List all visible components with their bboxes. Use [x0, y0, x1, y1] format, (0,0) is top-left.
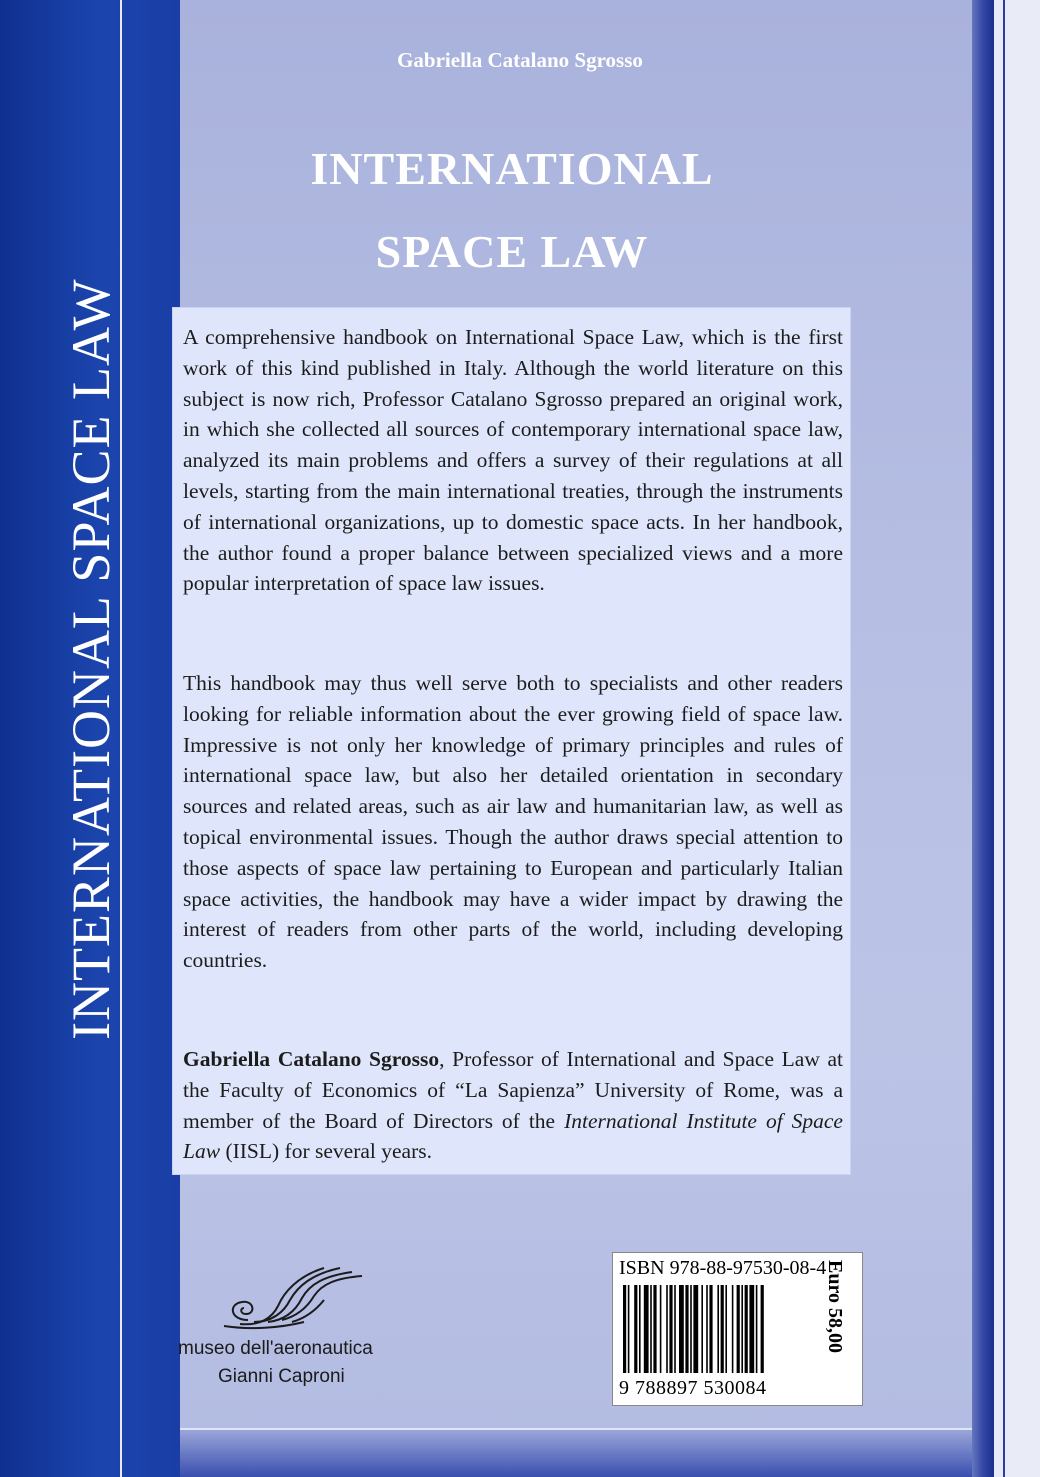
barcode-bar [725, 1285, 727, 1373]
blurb-paragraph-2: This handbook may thus well serve both to specialists and other readers looking for reliable information about the ever growing field of space law. Impressive is not only her knowledge of primary principles and rules of international space law, but also her detailed orientation in secondary sources and related areas, such as air law and humanitarian law, as well as topical environmental issues. Though the author draws special attention to those aspects of space law pertaining to European and particularly Italian space activities, the handbook may have a wider impact by drawing the interest of readers from other parts of the world, including developing countries. [183, 671, 843, 973]
barcode-bar [756, 1285, 758, 1373]
barcode-bar [745, 1285, 748, 1373]
barcode-bar [628, 1285, 630, 1373]
bio-text-1: , Professor of International and Space Law at the Faculty of Economics of “La Sapienza” University of Rome, was a member of the Board of Directors of the [183, 1047, 843, 1133]
barcode-bar [669, 1285, 672, 1373]
barcode-digits: 9 788897 530084 [619, 1377, 767, 1399]
publisher-name-line-1: museo dell'aeronautica [178, 1338, 373, 1359]
barcode-bar [706, 1285, 708, 1373]
barcode-bar [653, 1285, 656, 1373]
barcode-bar [634, 1285, 637, 1373]
price-label [816, 1260, 856, 1400]
barcode-bar [701, 1285, 703, 1373]
price-text: Euro 58,00 [824, 1260, 846, 1353]
author-bio [183, 1044, 843, 1167]
barcode [621, 1285, 821, 1377]
right-edge-band [972, 0, 994, 1477]
barcode-bar [761, 1285, 764, 1373]
barcode-bar [749, 1285, 754, 1373]
book-title-line-1: INTERNATIONAL [310, 143, 714, 194]
barcode-bar [685, 1285, 688, 1373]
bio-author-name: Gabriella Catalano Sgrosso [183, 1047, 440, 1071]
bio-institute-name: International Institute of Space Law [183, 1108, 843, 1164]
barcode-bar [721, 1285, 724, 1373]
author-name: Gabriella Catalano Sgrosso [397, 48, 643, 72]
barcode-bar [717, 1285, 719, 1373]
barcode-bar [666, 1285, 668, 1373]
blurb-paragraph-1: A comprehensive handbook on International Space Law, which is the first work of this kind published in Italy. Although the world literature on this subject is now rich, Professor Catalano Sgrosso prepared an original work, in which she collected all sources of contemporary international space law, analyzed its main problems and offers a survey of their regulations at all levels, starting from the main international treaties, through the instruments of international organizations, up to domestic space acts. In her handbook, the author found a proper balance between specialized views and a more popular interpretation of space law issues. [183, 325, 843, 596]
barcode-bar [732, 1285, 734, 1373]
book-title-line-2: SPACE LAW [375, 226, 649, 277]
barcode-bar [674, 1285, 676, 1373]
barcode-bar [679, 1285, 684, 1373]
publisher-logo [170, 1260, 410, 1400]
bio-text-2: (IISL) for several years. [220, 1139, 432, 1164]
barcode-bar [709, 1285, 712, 1373]
publisher-name-line-2: Gianni Caproni [218, 1366, 345, 1387]
bottom-band [180, 1430, 972, 1477]
barcode-bar [690, 1285, 692, 1373]
barcode-bar [644, 1285, 649, 1373]
barcode-bar [737, 1285, 740, 1373]
barcode-bar [639, 1285, 641, 1373]
winged-spiral-logo-icon [220, 1260, 370, 1336]
right-edge-line [1003, 0, 1005, 1477]
barcode-bar [741, 1285, 743, 1373]
right-margin [994, 0, 1040, 1477]
spine-title: INTERNATIONAL SPACE LAW [61, 278, 121, 1040]
barcode-bar [650, 1285, 652, 1373]
barcode-bar [623, 1285, 626, 1373]
barcode-bar [660, 1285, 662, 1373]
blurb-panel [172, 307, 851, 1175]
isbn-label: ISBN 978-88-97530-08-4 [619, 1257, 827, 1279]
barcode-bar [693, 1285, 698, 1373]
